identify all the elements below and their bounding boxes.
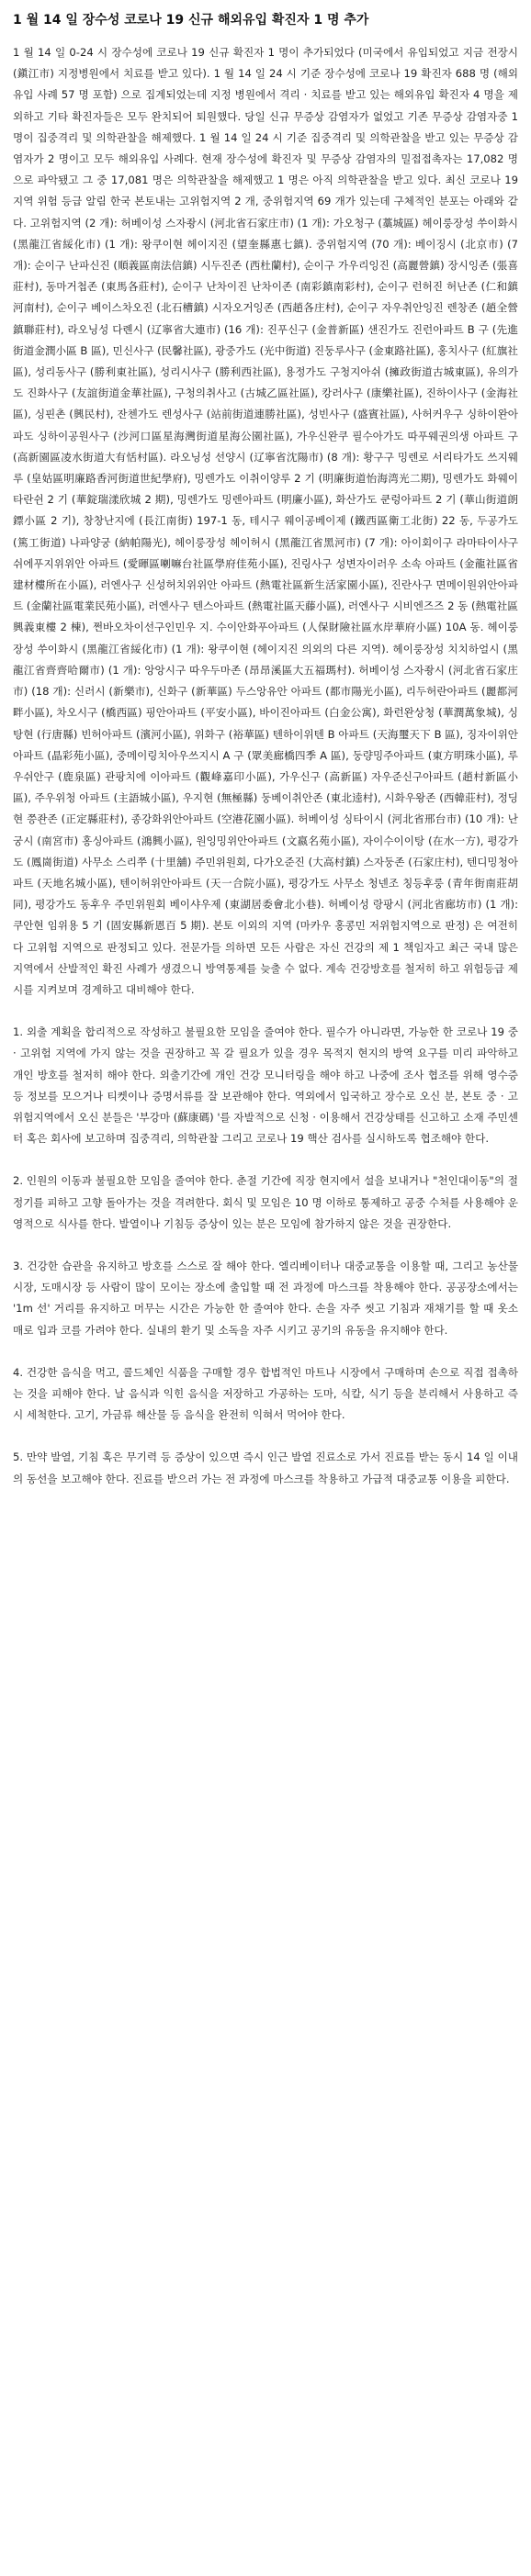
guideline-item-3: 3. 건강한 습관을 유지하고 방호를 스스로 잘 해야 한다. 엘리베이터나 대중교통을 이용할 때, 그리고 농산물시장, 도매시장 등 사람이 많이 모이는 장소에 출입할 때 전 과정에 마스크를 착용해야 한다. 공공장소에서는 '1m 선' 거리를 유지하고 머무는 시간은 가능한 한 줄여야 한다. 손을 자주 씻고 기침과 재채기를 할 때 옷소매로 입과 코를 가려야 한다. 실내의 환기 및 소독을 자주 시키고 공기의 유동을 유지해야 한다. [13, 1259, 518, 1337]
guideline-item-5: 5. 만약 발열, 기침 혹은 무기력 등 증상이 있으면 즉시 인근 발열 진료소로 가서 진료를 받는 동시 14 일 이내의 동선을 보고해야 한다. 진료를 받으러 가는 전 과정에 마스크를 착용하고 가급적 대중교통 이용을 피한다. [13, 1450, 518, 1485]
article-intro-paragraph: 1 월 14 일 0-24 시 장수성에 코로나 19 신규 확진자 1 명이 추가되었다 (미국에서 유입되었고 지금 전장시(鎭江市) 지정병원에서 치료를 받고 있다). 1 월 14 일 24 시 기준 장수성에 코로나 19 확진자 688 명 (해외 유입 사례 57 명 포함) 으로 집계되었는데 지정 병원에서 격리 · 치료를 받고 있는 해외유입 확진자 4 명을 제외하고 기타 확진자들은 모두 완치되어 퇴원했다. 당일 신규 무증상 감염자가 없었고 기존 무증상 감염자중 1 명이 집중격리 및 의학관찰을 해제했다. 1 월 14 일 24 시 기준 집중격리 및 의학관찰을 받고 있는 무증상 감염자가 2 명이고 모두 해외유입 사례다. 현재 장수성에 확진자 및 무증상 감염자의 밀접접촉자는 17,082 명으로 파악됐고 그 중 17,081 명은 의학관찰을 해제했고 1 명은 아직 의학관찰을 받고 있다. 최신 코로나 19 지역 위험 등급 알림 한국 본토내는 고위험지역 2 개, 중위험지역 69 개가 있는데 구체적인 분포는 아래와 같다. 고위험지역 (2 개): 허베이성 스자좡시 (河北省石家庄市) (1 개): 가오청구 (藁城區) 헤이룽장성 쑤이화시 (黑龍江省綏化市) (1 개): 왕쿠이현 헤이지진 (望奎縣惠七鎮). 중위험지역 (70 개): 베이징시 (北京市) (7 개): 순이구 난파신진 (順義區南法信鎮) 시두진존 (西杜蘭村), 순이구 가우리잉진 (高麗營鎮) 장시잉존 (張喜莊村), 동마거첩존 (東馬各莊村), 순이구 난차이진 난차이존 (南彩鎮南彩村), 순이구 런허진 허난존 (仁和鎮河南村), 순이구 베이스차오진 (北石槽鎮) 시자오거잉존 (西趙各庄村), 순이구 자우취안잉진 렌창존 (趙全營鎮聯莊村), 라오닝성 다롄시 (辽寧省大連市) (16 개): 진푸신구 (金普新區) 샌진가도 진런아파트 B 구 (先進街道金潤小區 B 區), 민신사구 (民馨社區), 광중가도 (光中街道) 진둥루사구 (金東路社區), 홍치사구 (紅旗社區), 성리동사구 (勝利東社區), 성리시사구 (勝利西社區), 용정가도 구청지아쉬 (擁政街道古城東區), 유의가도 진화사구 (友誼街道金華社區), 구청의취사고 (古城乙區社區), 캉러사구 (康樂社區), 진하이사구 (金海社區), 싱핀촌 (興民村), 잔첸가도 렌성사구 (站前街道連勝社區), 성빈사구 (盛賓社區), 사허커우구 싱하이완아파도 싱하이공원사구 (沙河口區星海灣街道星海公園社區), 가우신완쿠 필수아가도 따푸웨권의생 아파트 구 (高新園區凌水街道大有恬村區). 라오닝성 선양시 (辽寧省沈陽市) (8 개): 황구구 밍렌로 서리타가도 쓰지웨루 (皇姑區明廉路香河街道世紀學府), 밍렌가도 이취이양루 2 기 (明廉街道怡海湾光二期), 밍렌가도 화웨이타란쉰 2 기 (華錠瑞漾欣城 2 期), 밍렌가도 밍렌아파트 (明廉小區), 화산가도 쿤렁아파트 2 기 (華山街道朗鏢小區 2 기), 창창난지에 (長江南街) 197-1 동, 테시구 웨이공베이제 (鐵西區衛工北街) 22 동, 두공가도 (篤工街道) 나파양궁 (納帕陽光), 헤이룽장성 헤이허시 (黑龍江省黑河市) (7 개): 아이회이구 라마타이사구 쉬에푸지위위안 아파트 (愛暉區喇嘛台社區學府佳苑小區), 진링사구 성변자이러우 소속 아파트 (金龍社區省建材樓所在小區), 러엔사구 신성허치위위안 아파트 (熱電社區新生活家園小區), 진란사구 면메이원위안아파트 (金蘭社區電業民苑小區), 러엔사구 텐스아파트 (熱電社區天藤小區), 러엔사구 시비엔즈즈 2 동 (熱電社區興義東樓 2 棟), 쩐바오차이선구인민우 지. 수이안화푸아파트 (人保財險社區水岸華府小區) 10A 동. 헤이룽장성 쑤이화시 (黑龍江省綏化市) (1 개): 왕쿠이현 (헤이지진 의외의 다른 지역). 헤이룽장성 치치하얼시 (黑龍江省齊齊哈爾市) (1 개): 앙앙시구 따우두마존 (昂昂溪區大五福瑪村). 허베이성 스자좡시 (河北省石家庄市) (18 개): 신러시 (新樂市), 신화구 (新華區) 두스앙유안 아파트 (都市陽光小區), 리두허란아파트 (麗都河畔小區), 차오시구 (橋西區) 핑안아파트 (平安小區), 바이진아파트 (白金公寓), 화런완상청 (華潤萬象城), 싱탕현 (行唐縣) 빈허아파트 (濱河小區), 위화구 (裕華區) 텐하이위텐 B 아파트 (天海璽天下 B 區), 징자이위안아파트 (晶彩苑小區), 중메이링치아우쓰지시 A 구 (眾美廊橋四季 A 區), 둥량밍주아파트 (東方明珠小區), 루우쉬안구 (鹿泉區) 관팡치에 이아파트 (觀峰嘉印小區), 가우신구 (高新區) 자우준신구아파트 (趙村新區小區), 주우위청 아파트 (主語城小區), 우지현 (無極縣) 둥베이취안존 (東北逵村), 시화우왕존 (西韓莊村), 정딩현 쯩좐존 (正定縣莊村), 종강화위안아파트 (空港花園小區). 허베이성 싱타이시 (河北省邢台市) (10 개): 난궁시 (南宮市) 홍싱아파트 (鴻興小區), 원잉밍위안아파트 (文嬴名苑小區), 자이수이이탕 (在水一方), 평강가도 (鳳崗街道) 사무소 스리쭈 (十里舖) 주민위원회, 다가오준진 (大高村鎮) 스자둥존 (石家庄村), 텐디밍청아파트 (天地名城小區), 텐이허위안아파트 (天一合院小區), 평강가도 사무소 청넨조 칭등후룽 (青年街南莊胡同), 평강가도 동후우 주민위원회 베이샤우제 (東湖居委會北小巷). 허베이성 랑팡시 (河北省廊坊市) (1 개): 쿠안현 임위용 5 기 (固安縣新恩百 5 期). 본토 이외의 지역 (마카우 홍콩민 저위험지역으로 판정) 은 여전히 다 고위험 지역으로 판정되고 있다. 전문가들 의하면 모든 사람은 자신 건강의 제 1 책임자고 최근 국내 많은 지역에서 산발적인 확진 사례가 생겼으니 방역통제를 늦출 수 없다. 계속 건강방호를 철저히 하고 위험등급 제시를 지켜보며 경계하고 대비해야 한다. [13, 46, 518, 996]
guideline-item-2: 2. 인원의 이동과 불필요한 모임을 줄여야 한다. 춘절 기간에 직장 현지에서 설을 보내거나 "천인대이동"의 절정기를 피하고 고향 돌아가는 것을 격려한다. 회식 및 모임은 10 명 이하로 통제하고 공중 수처를 사용해야 운영적으로 식사를 한다. 발열이나 기침등 증상이 있는 분은 모임에 참가하지 않은 것을 권장한다. [13, 1174, 518, 1230]
guideline-item-1: 1. 외출 계획을 합리적으로 작성하고 불필요한 모임을 줄여야 한다. 필수가 아니라면, 가능한 한 코로나 19 중 · 고위험 지역에 가지 않는 것을 권장하고 꼭 갈 필요가 있을 경우 목적지 현지의 방역 요구를 미리 파악하고 개인 방호를 철저히 해야 한다. 외출기간에 개인 건강 모니터링을 해야 하고 나중에 조사 협조를 위해 영수증 등 정보를 모으거나 티켓이나 증명서류를 잘 보관해야 한다. 역외에서 입국하고 장수로 오신 분, 본토 중 · 고위험지역에서 오신 분들은 '부강마 (蘇康碼) '를 자발적으로 신청 · 이용해서 건강상태를 신고하고 소재 주민센터 혹은 회사에 보고하며 집중격리, 의학관찰 그리고 코로나 19 핵산 검사를 실시하도록 협조해야 한다. [13, 1025, 518, 1146]
paragraph-gap [13, 1426, 518, 1447]
paragraph-gap [13, 1001, 518, 1022]
guideline-item-4: 4. 건강한 음식을 먹고, 콜드체인 식품을 구매할 경우 합법적인 마트나 시장에서 구매하며 손으로 직접 접촉하는 것을 피해야 한다. 날 음식과 익힌 음식을 저장하고 가공하는 도마, 식칼, 식기 등을 분리해서 사용하고 즉시 세척한다. 고기, 가금류 해산물 등 음식을 완전히 익혀서 먹어야 한다. [13, 1365, 518, 1422]
article-title: 1 월 14 일 장수성 코로나 19 신규 해외유입 확진자 1 명 추가 [13, 13, 369, 28]
paragraph-gap [13, 1341, 518, 1362]
paragraph-gap [13, 1235, 518, 1256]
paragraph-gap [13, 1149, 518, 1170]
